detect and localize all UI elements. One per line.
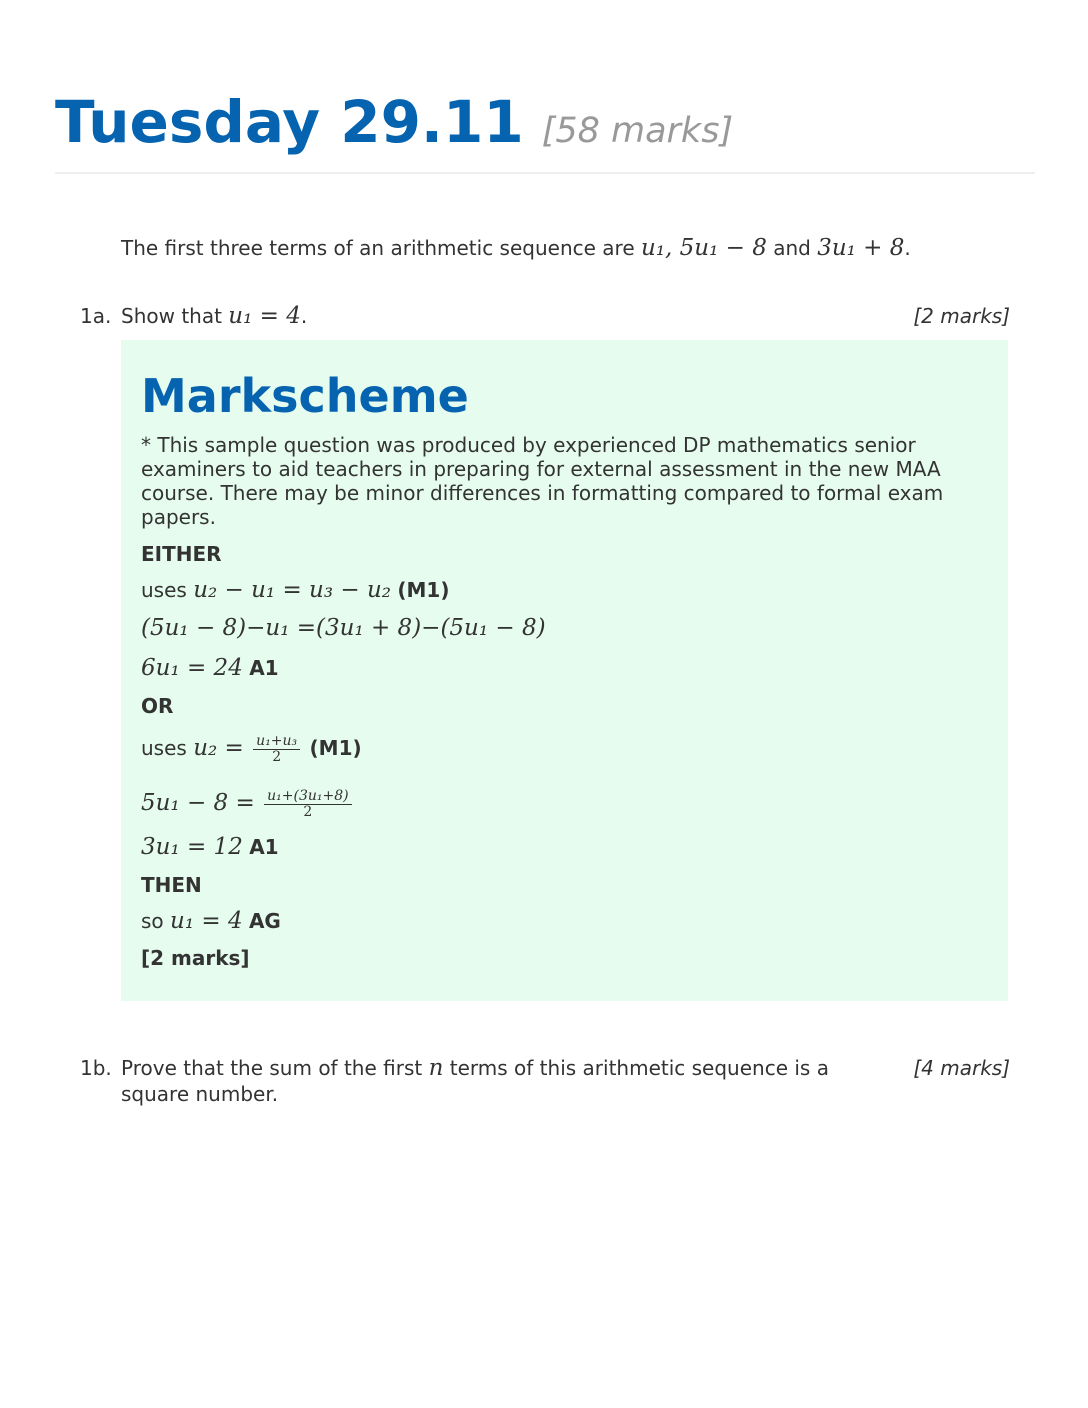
markscheme-box [121, 340, 1008, 1001]
ms-line7-mark: AG [248, 909, 281, 933]
ms-line-2 [141, 613, 546, 643]
ms-either: EITHER [141, 542, 222, 566]
markscheme-title: Markscheme [141, 369, 469, 423]
intro-math-last: 3u₁ + 8 [817, 235, 905, 261]
ms-line-3 [141, 653, 279, 683]
ms-line7-math: u₁ = 4 [170, 908, 243, 934]
q1b-text-before: Prove that the sum of the first [121, 1056, 429, 1080]
question-number-1b: 1b. [80, 1056, 112, 1080]
ms-line-1 [141, 575, 449, 605]
ms-line-5 [141, 788, 355, 820]
q1b-line-2: square number. [121, 1082, 279, 1106]
ms-line5-fraction [264, 789, 351, 820]
q1b-text-after: terms of this arithmetic sequence is a [443, 1056, 829, 1080]
markscheme-note: * This sample question was produced by experienced DP mathematics senior examiners to aid teachers in preparing for external assessment in the new MAA course. There may be minor differences in formatting compared to formal exam papers. [141, 433, 944, 529]
ms-line2-math: (5u₁ − 8)−u₁ =(3u₁ + 8)−(5u₁ − 8) [141, 615, 546, 641]
ms-line5-frac-num: u₁+(3u₁+8) [264, 789, 351, 805]
ms-line4-text: uses [141, 736, 194, 760]
intro-text: The first three terms of an arithmetic sequence are [121, 236, 641, 260]
intro-math-terms: u₁, 5u₁ − 8 [641, 235, 767, 261]
ms-line4-fraction [253, 734, 300, 765]
ms-line-6 [141, 832, 279, 862]
page-header [55, 88, 1035, 174]
intro-end: . [904, 236, 911, 260]
ms-line3-math: 6u₁ = 24 [141, 655, 243, 681]
q1a-text: Show that [121, 304, 229, 328]
q1b-math: n [428, 1055, 444, 1081]
question-intro [121, 235, 1021, 261]
ms-line-7 [141, 906, 281, 936]
ms-line4-math: u₂ = [193, 735, 244, 761]
q1a-end: . [300, 304, 308, 328]
ms-or: OR [141, 694, 174, 718]
question-1b-marks: [4 marks] [913, 1056, 1010, 1080]
q1a-math: u₁ = 4 [228, 303, 301, 329]
ms-total-marks: [2 marks] [141, 946, 250, 970]
intro-and: and [766, 236, 818, 260]
total-marks: [58 marks] [541, 111, 734, 151]
question-1a-marks: [2 marks] [913, 304, 1010, 328]
page-title: Tuesday 29.11 [55, 88, 524, 156]
ms-line5-frac-den: 2 [303, 804, 313, 820]
ms-line7-text: so [141, 909, 171, 933]
ms-line4-frac-num: u₁+u₃ [253, 734, 300, 750]
ms-line1-math: u₂ − u₁ = u₃ − u₂ [193, 577, 392, 603]
ms-line4-frac-den: 2 [272, 749, 282, 765]
q1b-line-1 [121, 1055, 891, 1081]
ms-line5-math: 5u₁ − 8 = [141, 790, 255, 816]
ms-then: THEN [141, 873, 202, 897]
ms-line6-mark: A1 [249, 835, 279, 859]
question-1b-text [121, 1055, 891, 1107]
ms-line3-mark: A1 [249, 656, 279, 680]
ms-line1-mark: (M1) [397, 578, 450, 602]
question-number-1a: 1a. [80, 304, 112, 328]
ms-line6-math: 3u₁ = 12 [141, 834, 243, 860]
ms-line1-text: uses [141, 578, 194, 602]
question-1a-text [121, 303, 307, 329]
ms-line-4 [141, 733, 362, 765]
ms-line4-mark: (M1) [309, 736, 362, 760]
